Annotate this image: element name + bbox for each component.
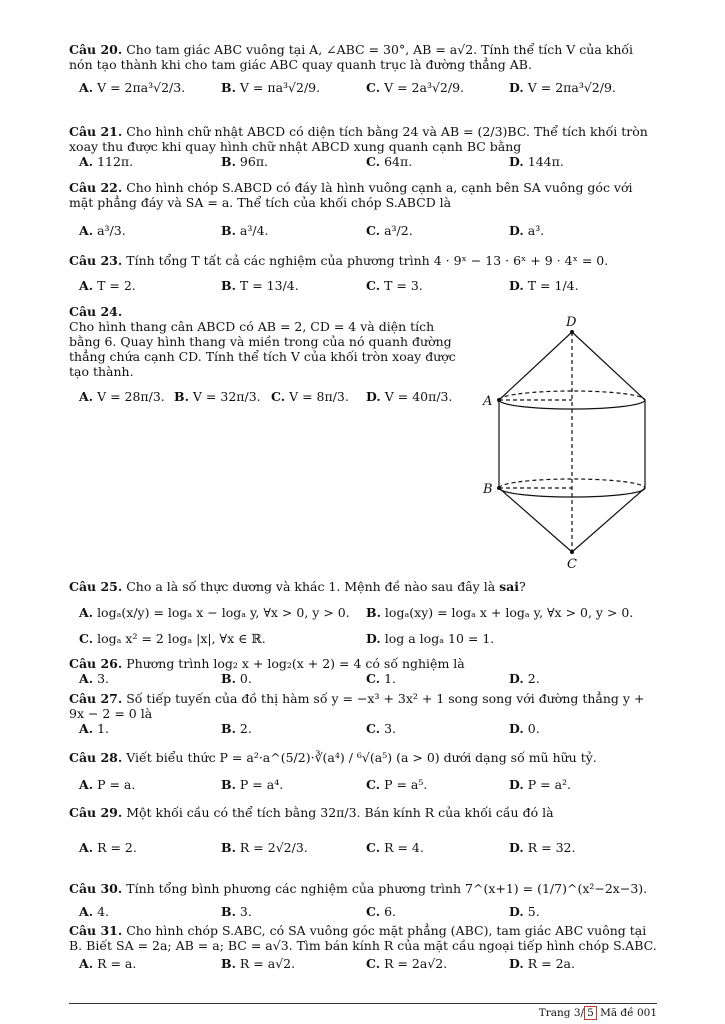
footer-code: Mã đề 001 (596, 1007, 657, 1019)
question-label: Câu 20. (69, 42, 123, 57)
option-a: A. P = a. (79, 777, 136, 792)
option-c: C. logₐ x² = 2 logₐ |x|, ∀x ∈ ℝ. (79, 631, 266, 646)
question-text: Cho hình chóp S.ABCD có đáy là hình vuông cạnh a, cạnh bên SA vuông góc với mặt phẳng đáy và SA = a. Thể tích của khối chóp S.ABCD là (69, 180, 633, 210)
question-label: Câu 28. (69, 750, 123, 765)
option-d: D. 144π. (509, 154, 564, 169)
question-label: Câu 29. (69, 805, 123, 820)
option-c: C. R = 4. (366, 840, 424, 855)
question-label: Câu 25. (69, 579, 123, 594)
label-d: D (566, 315, 577, 330)
option-c: C. V = 8π/3. (271, 389, 349, 404)
option-a: A. R = a. (79, 956, 137, 971)
question-24 (69, 304, 467, 411)
option-d: D. R = 2a. (509, 956, 575, 971)
option-c: C. 1. (366, 671, 397, 686)
question-text: Tính tổng T tất cả các nghiệm của phương trình 4 · 9ˣ − 13 · 6ˣ + 9 · 4ˣ = 0. (126, 253, 609, 268)
question-text: Một khối cầu có thể tích bằng 32π/3. Bán kính R của khối cầu đó là (126, 805, 554, 820)
question-text: Cho a là số thực dương và khác 1. Mệnh đề nào sau đây là sai? (126, 579, 526, 594)
option-a: A. logₐ(x/y) = logₐ x − logₐ y, ∀x > 0, y > 0. (79, 605, 350, 620)
option-b: B. 2. (221, 721, 252, 736)
option-d: D. V = 40π/3. (366, 389, 453, 404)
option-d: D. R = 32. (509, 840, 576, 855)
question-21 (69, 124, 657, 176)
question-31 (69, 923, 657, 978)
solid-of-revolution-figure (478, 312, 668, 572)
option-c: C. 6. (366, 904, 397, 919)
question-text: Viết biểu thức P = a²·a^(5/2)·∛(a⁴) / ⁶√(a⁵) (a > 0) dưới dạng số mũ hữu tỷ. (126, 750, 597, 765)
option-a: A. 1. (79, 721, 109, 736)
cone-top-right-edge (572, 332, 645, 400)
question-text: Số tiếp tuyến của đồ thị hàm số y = −x³ + 3x² + 1 song song với đường thẳng y + 9x − 2 = 0 là (69, 691, 645, 721)
question-30 (69, 881, 657, 926)
question-23 (69, 253, 657, 300)
option-d: D. log a logₐ 10 = 1. (366, 631, 495, 646)
cone-bottom-left-edge (499, 488, 572, 552)
question-28 (69, 750, 657, 799)
question-label: Câu 26. (69, 656, 123, 671)
question-25 (69, 579, 657, 653)
question-text: Tính tổng bình phương các nghiệm của phương trình 7^(x+1) = (1/7)^(x²−2x−3). (126, 881, 648, 896)
option-b: B. R = a√2. (221, 956, 296, 971)
page-total-link[interactable]: 5 (584, 1006, 597, 1020)
option-a: A. V = 2πa³√2/3. (79, 80, 186, 95)
option-b: B. P = a⁴. (221, 777, 284, 792)
option-b: B. 3. (221, 904, 252, 919)
option-b: B. T = 13/4. (221, 278, 299, 293)
option-b: B. R = 2√2/3. (221, 840, 308, 855)
option-c: C. a³/2. (366, 223, 413, 238)
question-label: Câu 22. (69, 180, 123, 195)
option-b: B. V = πa³√2/9. (221, 80, 321, 95)
footer-divider (69, 1003, 657, 1004)
option-a: A. a³/3. (79, 223, 126, 238)
question-22 (69, 180, 657, 245)
question-text: Cho tam giác ABC vuông tại A, ∠ABC = 30°, AB = a√2. Tính thể tích V của khối nón tạo thành khi cho tam giác ABC quay quanh trục là đường thẳng AB. (69, 42, 634, 72)
option-c: C. T = 3. (366, 278, 423, 293)
question-label: Câu 27. (69, 691, 123, 706)
option-b: B. logₐ(xy) = logₐ x + logₐ y, ∀x > 0, y > 0. (366, 605, 634, 620)
option-b: B. 0. (221, 671, 252, 686)
question-label: Câu 21. (69, 124, 123, 139)
option-b: B. a³/4. (221, 223, 269, 238)
label-b: B (483, 482, 493, 497)
question-text: Cho hình chóp S.ABC, có SA vuông góc mặt phẳng (ABC), tam giác ABC vuông tại B. Biết SA = 2a; AB = a; BC = a√3. Tìm bán kính R của mặt cầu ngoại tiếp hình chóp S.ABC. (69, 923, 657, 953)
cone-top-left-edge (499, 332, 572, 400)
option-c: C. P = a⁵. (366, 777, 428, 792)
option-c: C. V = 2a³√2/9. (366, 80, 465, 95)
label-c: C (567, 557, 577, 572)
option-b: B. 96π. (221, 154, 269, 169)
question-label: Câu 24. (69, 304, 123, 319)
label-a: A (483, 394, 493, 409)
question-text: Phương trình log₂ x + log₂(x + 2) = 4 có số nghiệm là (126, 656, 465, 671)
question-20 (69, 42, 657, 102)
option-a: A. 112π. (79, 154, 134, 169)
question-text: Cho hình thang cân ABCD có AB = 2, CD = 4 và diện tích bằng 6. Quay hình thang và miền trong của nó quanh đường thẳng chứa cạnh CD. Tính thể tích V của khối tròn xoay được tạo thành. (69, 319, 456, 379)
option-a: A. 4. (79, 904, 109, 919)
option-d: D. P = a². (509, 777, 572, 792)
option-d: D. 0. (509, 721, 540, 736)
option-b: B. V = 32π/3. (174, 389, 261, 404)
option-c: C. 64π. (366, 154, 413, 169)
question-label: Câu 23. (69, 253, 123, 268)
question-26 (69, 656, 657, 693)
question-27 (69, 691, 657, 743)
option-a: A. 3. (79, 671, 109, 686)
option-d: D. 5. (509, 904, 540, 919)
question-label: Câu 30. (69, 881, 123, 896)
page-footer (539, 1007, 657, 1019)
option-a: A. V = 28π/3. (79, 389, 165, 404)
question-text: Cho hình chữ nhật ABCD có diện tích bằng 24 và AB = (2/3)BC. Thể tích khối tròn xoay thu được khi quay hình chữ nhật ABCD xung quanh cạnh BC bằng (69, 124, 648, 154)
option-c: C. 3. (366, 721, 397, 736)
option-d: D. a³. (509, 223, 545, 238)
cone-bottom-right-edge (572, 488, 645, 552)
option-a: A. R = 2. (79, 840, 137, 855)
question-label: Câu 31. (69, 923, 123, 938)
option-d: D. V = 2πa³√2/9. (509, 80, 616, 95)
option-d: D. T = 1/4. (509, 278, 579, 293)
option-a: A. T = 2. (79, 278, 136, 293)
option-d: D. 2. (509, 671, 540, 686)
option-c: C. R = 2a√2. (366, 956, 448, 971)
footer-prefix: Trang 3/ (538, 1007, 585, 1019)
question-29 (69, 805, 657, 862)
